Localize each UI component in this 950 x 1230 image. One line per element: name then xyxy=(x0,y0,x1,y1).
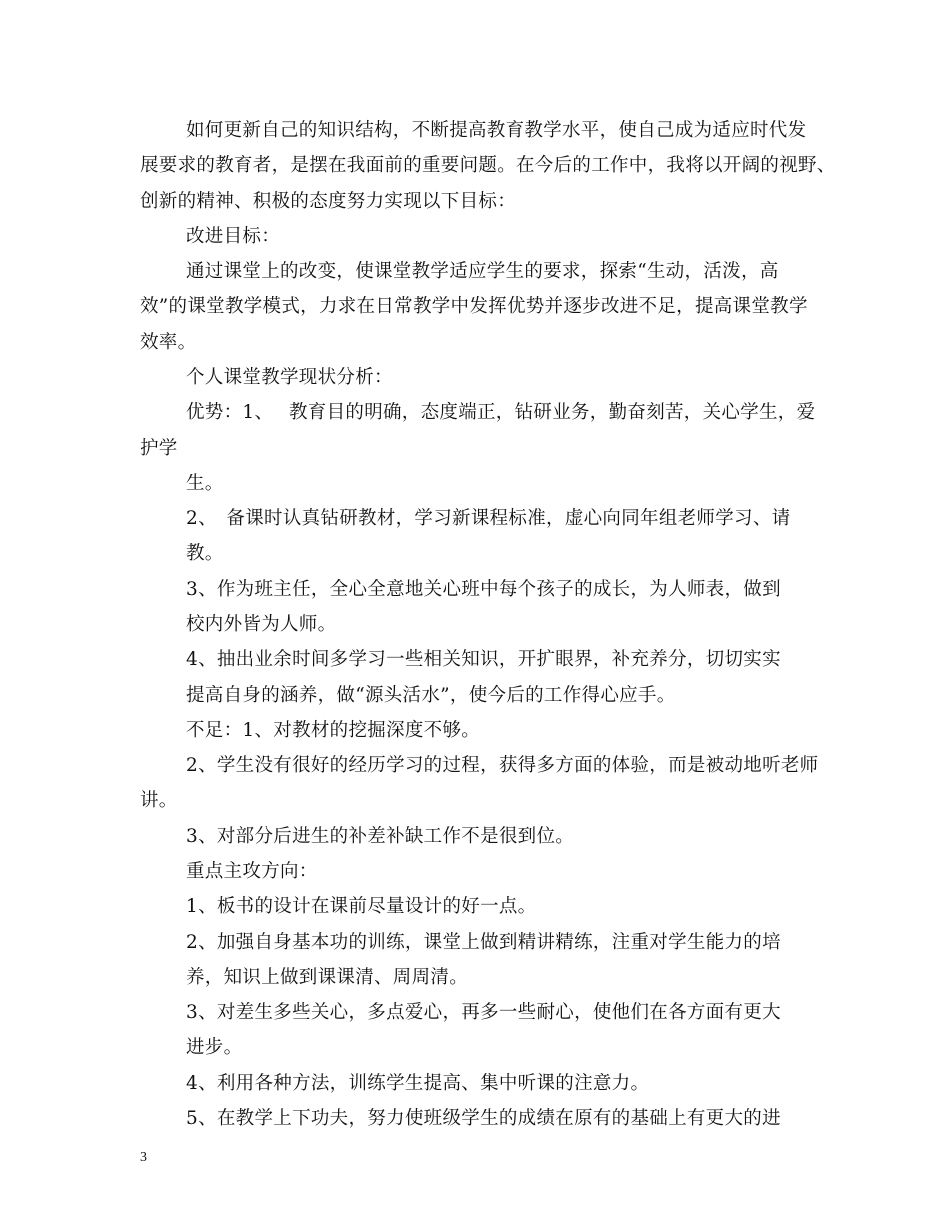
text-line: 4、利用各种方法，训练学生提高、集中听课的注意力。 xyxy=(186,1073,650,1094)
text-line: 效”的课堂教学模式，力求在日常教学中发挥优势并逐步改进不足，提高课堂教学 xyxy=(140,296,808,317)
text-line: 3、对部分后进生的补差补缺工作不是很到位。 xyxy=(186,826,575,847)
page-number: 3 xyxy=(140,1150,147,1165)
text-line: 2、加强自身基本功的训练，课堂上做到精讲精练，注重对学生能力的培 xyxy=(186,932,781,953)
text-line: 3、作为班主任，全心全意地关心班中每个孩子的成长，为人师表，做到 xyxy=(186,579,781,600)
text-line: 5、在教学上下功夫，努力使班级学生的成绩在原有的基础上有更大的进 xyxy=(186,1108,781,1129)
text-line: 改进目标： xyxy=(186,226,281,247)
text-line: 通过课堂上的改变，使课堂教学适应学生的要求，探索“生动，活泼，高 xyxy=(186,261,779,282)
text-line: 养，知识上做到课课清、周周清。 xyxy=(186,967,469,988)
text-line: 1、板书的设计在课前尽量设计的好一点。 xyxy=(186,896,537,917)
text-line: 校内外皆为人师。 xyxy=(186,614,337,635)
text-line: 重点主攻方向： xyxy=(186,861,318,882)
text-line: 2、学生没有很好的经历学习的过程，获得多方面的体验，而是被动地听老师 xyxy=(186,755,819,776)
text-line: 如何更新自己的知识结构，不断提高教育教学水平，使自己成为适应时代发 xyxy=(186,120,807,141)
text-line: 护学 xyxy=(140,438,178,459)
text-line: 4、抽出业余时间多学习一些相关知识，开扩眼界，补充养分，切切实实 xyxy=(186,649,781,670)
text-line: 展要求的教育者，是摆在我面前的重要问题。在今后的工作中，我将以开阔的视野、 xyxy=(140,155,836,176)
text-line: 创新的精神、积极的态度努力实现以下目标： xyxy=(140,191,517,212)
text-line: 3、对差生多些关心，多点爱心，再多一些耐心，使他们在各方面有更大 xyxy=(186,1002,781,1023)
text-line: 教。 xyxy=(186,543,224,564)
text-line: 不足：1、对教材的挖掘深度不够。 xyxy=(186,720,481,741)
text-line: 优势：1、 教育目的明确，态度端正，钻研业务，勤奋刻苦，关心学生，爱 xyxy=(186,402,816,423)
text-line: 效率。 xyxy=(140,332,197,353)
text-line: 2、 备课时认真钻研教材，学习新课程标准，虚心向同年组老师学习、请 xyxy=(186,508,791,529)
text-line: 提高自身的涵养，做“源头活水”，使今后的工作得心应手。 xyxy=(186,685,676,706)
text-line: 讲。 xyxy=(140,790,178,811)
text-line: 进步。 xyxy=(186,1037,243,1058)
text-line: 个人课堂教学现状分析： xyxy=(186,367,393,388)
text-line: 生。 xyxy=(186,473,224,494)
